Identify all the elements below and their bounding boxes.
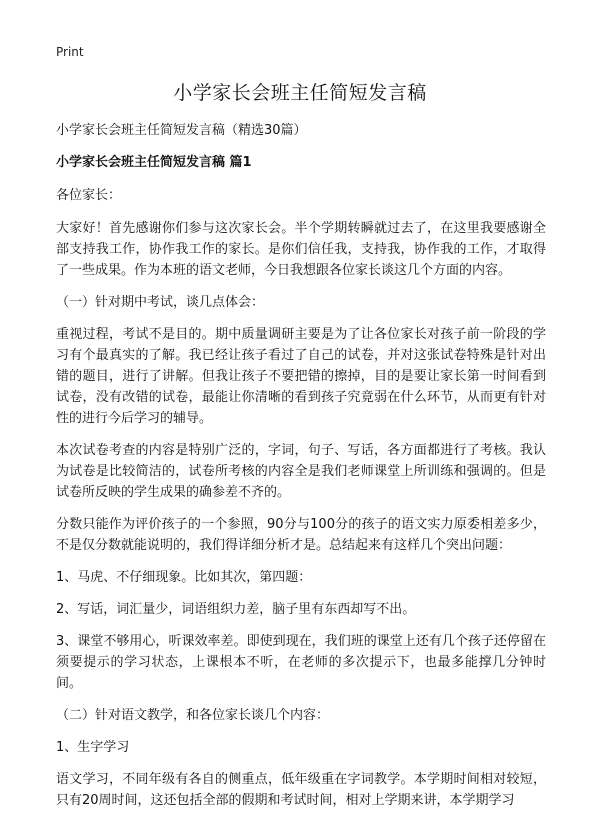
paragraph-character-learning: 语文学习，不同年级有各自的侧重点，低年级重在字词教学。本学期时间相对较短，只有20周时间，这还包括全部的假期和考试时间，相对上学期来讲，本学期学习 (56, 772, 546, 808)
list-item: 1、生字学习 (56, 740, 130, 755)
paragraph-process: 重视过程，考试不是目的。期中质量调研主要是为了让各位家长对孩子前一阶段的学习有个最真实的了解。我已经让孩子看过了自己的试卷，并对这张试卷特殊是针对出错的题目，进行了讲解。但我让孩子不要把错的擦掉，目的是要让家长第一时间看到试卷，没有改错的试卷，最能让你清晰的看到孩子究竟弱在什么环节，从而更有针对性的进行今后学习的辅导。 (56, 327, 546, 426)
list-item: 2、写话，词汇量少，词语组织力差，脑子里有东西却写不出。 (56, 602, 416, 617)
print-link[interactable]: Print (56, 45, 84, 59)
paragraph-exam-content: 本次试卷考查的内容是特别广泛的，字词，句子、写话，各方面都进行了考核。我认为试卷是比较简洁的，试卷所考核的内容全是我们老师课堂上所训练和强调的。但是试卷所反映的学生成果的确参差不齐的。 (56, 443, 546, 500)
paragraph-heading-teaching: （二）针对语文教学，和各位家长谈几个内容： (56, 708, 330, 723)
document-body (56, 120, 546, 822)
greeting-line: 各位家长： (56, 188, 122, 203)
document-subtitle: 小学家长会班主任简短发言稿（精选30篇） (56, 123, 307, 138)
list-item: 1、马虎、不仔细现象。比如其次，第四题： (56, 570, 312, 585)
paragraph-score-note: 分数只能作为评价孩子的一个参照，90分与100分的孩子的语文实力原委相差多少，不是仅分数就能说明的，我们得详细分析才是。总结起来有这样几个突出问题： (56, 517, 546, 553)
section-heading: 小学家长会班主任简短发言稿 篇1 (56, 155, 252, 170)
paragraph-heading-exam: （一）针对期中考试，谈几点体会： (56, 295, 265, 310)
list-item: 3、课堂不够用心，听课效率差。即使到现在，我们班的课堂上还有几个孩子还停留在须要提示的学习状态，上课根本不听，在老师的多次提示下，也最多能撑几分钟时间。 (56, 634, 546, 691)
paragraph-intro: 大家好！首先感谢你们参与这次家长会。半个学期转瞬就过去了，在这里我要感谢全部支持我工作，协作我工作的家长。是你们信任我，支持我，协作我的工作，才取得了一些成果。作为本班的语文老师，今日我想跟各位家长谈这几个方面的内容。 (56, 221, 546, 278)
document-title: 小学家长会班主任简短发言稿 (173, 82, 427, 104)
